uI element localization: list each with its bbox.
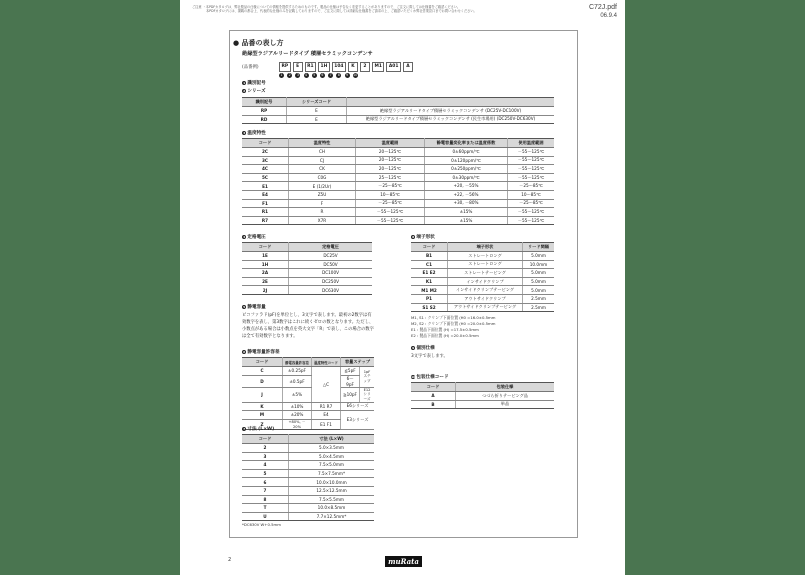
- cell: インサイドクリンプ: [448, 277, 523, 286]
- col-header: 静電容量変化率または温度係数: [425, 139, 508, 148]
- cell: 20～125℃: [356, 148, 425, 157]
- cell: ±10%: [283, 402, 312, 411]
- cell: 5C: [242, 173, 289, 182]
- cell: －25～85℃: [508, 182, 555, 191]
- cell: 5.0mm: [523, 286, 555, 295]
- cell: C: [242, 367, 283, 376]
- cell: －55～125℃: [508, 216, 555, 225]
- cell: +30, －80%: [425, 199, 508, 208]
- cell: ±0.25pF: [283, 367, 312, 376]
- table-row: [242, 452, 374, 461]
- cell: 10～85℃: [356, 190, 425, 199]
- cell: 2.5mm: [523, 294, 555, 303]
- cell: 1pFステップ: [360, 367, 374, 388]
- cell: 7.5×7.5mm*: [289, 469, 375, 478]
- table-row: [242, 165, 554, 174]
- cell: －55～125℃: [508, 173, 555, 182]
- cell: ストレートテーピング: [448, 269, 523, 278]
- cell: C1: [411, 260, 448, 269]
- cell: R: [289, 208, 356, 217]
- pdf-page: [180, 0, 625, 575]
- table-row: [411, 252, 554, 261]
- cell: P1: [411, 294, 448, 303]
- cell: 7.7×12.5mm*: [289, 512, 375, 521]
- table-row: [242, 402, 374, 411]
- table-row: [242, 277, 372, 286]
- section-title: シリーズ: [247, 89, 266, 94]
- table-row: [242, 199, 554, 208]
- cell: K: [242, 402, 283, 411]
- cell: D: [242, 375, 283, 387]
- table-row: [242, 286, 372, 295]
- cell: 絶縁型ラジアルリードタイプ積層セラミックコンデンサ (DC25V-DC100V): [347, 107, 555, 116]
- cell: E6シリーズ: [341, 402, 375, 411]
- cell: ±20%: [283, 411, 312, 420]
- cell: －25～85℃: [356, 182, 425, 191]
- cell: 3C: [242, 156, 289, 165]
- section-title: 寸法 (L×W): [247, 427, 275, 432]
- cell: －55～125℃: [508, 208, 555, 217]
- cell: －55～125℃: [356, 216, 425, 225]
- table-row: [242, 444, 374, 453]
- cell: 1H: [242, 260, 289, 269]
- table-row: [242, 190, 554, 199]
- rated-voltage-table: [242, 242, 372, 295]
- table-row: [411, 277, 554, 286]
- part-number-segments: [279, 62, 413, 72]
- note-line: E1 : 製品下面位置 (H) =17.5±0.5mm: [411, 327, 479, 332]
- table-row: [242, 115, 554, 124]
- col-header: 包装仕様: [456, 383, 555, 392]
- cell: 6: [242, 478, 289, 487]
- cell: 0±60ppm/℃: [425, 148, 508, 157]
- cell: E12シリーズ: [360, 387, 374, 402]
- section-3-heading: [242, 130, 266, 136]
- cell: 6～9pF: [341, 375, 360, 387]
- notice-line-2: 本PDFカタログには、掲載の都合上、代表的な仕様のみを記載しておりますので、ご注文に際しては詳細な仕様書をご請求の上、ご確認いただくか弊社営業窓口までお問い合わせください。: [206, 9, 477, 14]
- cell: 単品: [456, 400, 555, 409]
- cell: M: [242, 411, 283, 420]
- cell: B1: [411, 252, 448, 261]
- cell: 7.5×5.5mm: [289, 495, 375, 504]
- cell: J: [242, 387, 283, 402]
- table-row: [411, 286, 554, 295]
- cell: －25～85℃: [356, 199, 425, 208]
- number-marker-icon: 7: [329, 73, 332, 77]
- cell: DC100V: [289, 269, 373, 278]
- table-row: [242, 387, 374, 402]
- part-number-label: (品番例): [242, 65, 259, 70]
- cell: つづら折りテーピング品: [456, 392, 555, 401]
- cell: 5.0mm: [523, 252, 555, 261]
- table-row: [242, 269, 372, 278]
- number-marker-icon: 4: [305, 73, 308, 77]
- note-line: M2, S2 : クリンプ下面位置 (H0 =20.0±0.5mm: [411, 321, 496, 326]
- cell: CK: [289, 165, 356, 174]
- table-row: [242, 367, 374, 376]
- table-row: [242, 252, 372, 261]
- cell: 10～85℃: [508, 190, 555, 199]
- individual-spec-text: 3文字で表します。: [411, 354, 448, 359]
- cell: 1E: [242, 252, 289, 261]
- cell: +22, －56%: [425, 190, 508, 199]
- table-row: [411, 260, 554, 269]
- cell: 0±30ppm/℃: [425, 173, 508, 182]
- part-number-segment: 2: [360, 62, 370, 72]
- file-info: [589, 4, 617, 20]
- table-row: [411, 294, 554, 303]
- cell: 12.5×12.5mm: [289, 486, 375, 495]
- cell: E3シリーズ: [341, 411, 375, 430]
- number-marker-icon: 3: [243, 130, 246, 135]
- table-row: [411, 400, 554, 409]
- table-row: [242, 148, 554, 157]
- cell: 5.0mm: [523, 277, 555, 286]
- cell: X7R: [289, 216, 356, 225]
- col-header: 温度範囲: [356, 139, 425, 148]
- cell: ±15%: [425, 216, 508, 225]
- number-marker-icon: 9: [412, 345, 415, 350]
- cell: 0±250ppm/℃: [425, 165, 508, 174]
- number-marker-icon: 5: [313, 73, 316, 77]
- cell: ストレートロング: [448, 260, 523, 269]
- cell: －55～125℃: [508, 165, 555, 174]
- cell: アウトサイドクリンプテーピング: [448, 303, 523, 312]
- section-6-heading: [242, 349, 280, 355]
- col-header: コード: [242, 435, 289, 444]
- table-row: [242, 504, 374, 513]
- cell: F1: [242, 199, 289, 208]
- section-1-heading: [242, 80, 266, 86]
- col-header: [347, 98, 555, 107]
- table-row: [242, 260, 372, 269]
- temperature-characteristics-table: [242, 138, 554, 225]
- table-row: [411, 269, 554, 278]
- table-row: [411, 303, 554, 312]
- note-line: E2 : 製品下面位置 (H) =20.0±0.5mm: [411, 333, 479, 338]
- part-number-segment: E: [293, 62, 303, 72]
- file-name: C72J.pdf: [588, 4, 617, 11]
- section-title: 静電容量許容差: [247, 350, 280, 355]
- cell: 20～125℃: [356, 165, 425, 174]
- cell: Z: [242, 419, 283, 429]
- section-8-heading: [411, 234, 435, 240]
- section-title: 包装仕様コード: [416, 375, 449, 380]
- note-line: M1, S1 : クリンプ下面位置 (H0 =16.0±0.5mm: [411, 315, 496, 320]
- dimensions-table: [242, 434, 374, 521]
- cell: DC250V: [289, 277, 373, 286]
- table-row: [411, 392, 554, 401]
- cell: E1: [242, 182, 289, 191]
- section-title: 個別仕様: [416, 346, 435, 351]
- cell: E4: [312, 411, 341, 420]
- table-row: [242, 495, 374, 504]
- cell: 2C: [242, 148, 289, 157]
- number-marker-icon: 9: [345, 73, 349, 77]
- cell: A: [411, 392, 456, 401]
- table-row: [242, 375, 374, 387]
- section-5-heading: [242, 304, 266, 310]
- number-marker-icon: 2: [243, 88, 246, 93]
- part-number-segment: M1: [372, 62, 384, 72]
- product-subtitle: 絶縁型ラジアルリードタイプ 積層セラミックコンデンサ: [242, 51, 373, 57]
- part-number-segment: A: [403, 62, 413, 72]
- part-number-segment: 1H: [318, 62, 330, 72]
- cell: B: [411, 400, 456, 409]
- table-row: [242, 411, 374, 420]
- part-number-segment: A01: [386, 62, 401, 72]
- col-header: 温度特性: [289, 139, 356, 148]
- col-header: 使用温度範囲: [508, 139, 555, 148]
- col-header: 定格電圧: [289, 243, 373, 252]
- cell: R7: [242, 216, 289, 225]
- cell: 10.0×8.5mm: [289, 504, 375, 513]
- cell: C0G: [289, 173, 356, 182]
- number-marker-icon: 10: [353, 73, 358, 77]
- notice-label: ご注意 ・: [192, 5, 206, 9]
- cell: CH: [289, 148, 356, 157]
- number-marker-icon: 8: [337, 73, 340, 77]
- cell: －55～125℃: [508, 148, 555, 157]
- cell: DC630V: [289, 286, 373, 295]
- table-row: [242, 469, 374, 478]
- cell: F: [289, 199, 356, 208]
- cell: E: [287, 107, 347, 116]
- cell: ±15%: [425, 208, 508, 217]
- cell: △C: [312, 367, 341, 403]
- cell: T: [242, 504, 289, 513]
- cell: ±0.5pF: [283, 375, 312, 387]
- cell: 5.0mm: [523, 269, 555, 278]
- cell: 8: [242, 495, 289, 504]
- cell: R1 R7: [312, 402, 341, 411]
- part-number-segment: RP: [279, 62, 291, 72]
- cell: アウトサイドクリンプ: [448, 294, 523, 303]
- section-2-heading: [242, 88, 266, 94]
- cell: 2A: [242, 269, 289, 278]
- cell: ≧10pF: [341, 387, 360, 402]
- col-header: コード: [242, 358, 283, 367]
- col-header: コード: [242, 139, 289, 148]
- cell: M1 M2: [411, 286, 448, 295]
- series-table: [242, 97, 554, 124]
- section-10-heading: [411, 374, 449, 380]
- cell: E4: [242, 190, 289, 199]
- section-title: 識別記号: [247, 81, 266, 86]
- cell: 4C: [242, 165, 289, 174]
- section-title: 温度特性: [247, 131, 266, 136]
- cell: RD: [242, 115, 287, 124]
- cell: 4: [242, 461, 289, 470]
- cell: 10.0mm: [523, 260, 555, 269]
- notice-line-1: 本PDFカタログは、弊社製品の仕様についての情報を提供するためのものです。製品の仕様は予告なく変更することがありますので、ご注文に際しては仕様書をご確認ください。: [205, 5, 461, 9]
- cell: 絶縁型ラジアルリードタイプ積層セラミックコンデンサ (民生市場用) (DC250V-DC630V): [347, 115, 555, 124]
- dimensions-footnote: *DC630V W+0.5mm: [242, 522, 281, 527]
- cell: E: [287, 115, 347, 124]
- cell: +20, －55%: [425, 182, 508, 191]
- number-marker-icon: 1: [243, 80, 246, 85]
- cell: 7.5×5.0mm: [289, 461, 375, 470]
- col-header: 端子形状: [448, 243, 523, 252]
- cell: インサイドクリンプテーピング: [448, 286, 523, 295]
- col-header: 寸法 (L×W): [289, 435, 375, 444]
- cell: 0±120ppm/℃: [425, 156, 508, 165]
- part-number-segment: K: [348, 62, 358, 72]
- number-marker-icon: 6: [321, 73, 324, 77]
- cell: 5.0×4.5mm: [289, 452, 375, 461]
- number-marker-icon: 6: [243, 349, 246, 354]
- cell: －55～125℃: [356, 208, 425, 217]
- table-row: [242, 173, 554, 182]
- col-header: シリーズコード: [287, 98, 347, 107]
- cell: E1 F1: [312, 419, 341, 429]
- cell: DC50V: [289, 260, 373, 269]
- col-header: コード: [411, 243, 448, 252]
- notice-text: [192, 5, 537, 13]
- cell: CJ: [289, 156, 356, 165]
- section-9-heading: [411, 345, 435, 351]
- part-number-segment: R1: [305, 62, 316, 72]
- section-4-heading: [242, 234, 266, 240]
- table-row: [242, 156, 554, 165]
- terminal-shape-table: [411, 242, 554, 312]
- cell: S1 S2: [411, 303, 448, 312]
- cell: 7: [242, 486, 289, 495]
- table-row: [242, 478, 374, 487]
- col-header: リード間隔: [523, 243, 555, 252]
- cell: Z5U: [289, 190, 356, 199]
- number-marker-icon: 3: [296, 73, 299, 77]
- part-number-example: [242, 62, 413, 72]
- section-title: 静電容量: [247, 305, 266, 310]
- number-marker-icon: 7: [243, 426, 246, 431]
- number-marker-icon: 8: [412, 234, 415, 239]
- cell: 20～125℃: [356, 156, 425, 165]
- number-marker-icon: 5: [243, 304, 246, 309]
- cell: E1 E2: [411, 269, 448, 278]
- section-title: 定格電圧: [247, 235, 266, 240]
- cell: －55～125℃: [508, 156, 555, 165]
- cell: RP: [242, 107, 287, 116]
- table-row: [242, 216, 554, 225]
- packaging-code-table: [411, 382, 554, 409]
- cell: 2: [242, 444, 289, 453]
- cell: 25～125℃: [356, 173, 425, 182]
- cell: －25～85℃: [508, 199, 555, 208]
- table-row: [242, 182, 554, 191]
- cell: E (1/2Ur): [289, 182, 356, 191]
- cell: ±5%: [283, 387, 312, 402]
- cell: 2E: [242, 277, 289, 286]
- col-header: 識別記号: [242, 98, 287, 107]
- page-title: ● 品番の表し方: [233, 39, 284, 47]
- capacitance-tolerance-table: [242, 357, 374, 430]
- capacitance-description: ピコファラド(pF)を単位とし、3文字で表します。最初の2数字は有効数字を表し、第3数字はこれに続くゼロの数となります。ただし、小数点がある場合は小数点を英大文字「R」で表し、この場合の数字は全て有効数字となります。: [242, 313, 374, 339]
- section-7-heading: [242, 426, 274, 432]
- cell: R1: [242, 208, 289, 217]
- number-marker-icon: 1: [280, 73, 283, 77]
- cell: DC25V: [289, 252, 373, 261]
- page-number: 2: [228, 557, 232, 563]
- cell: 3: [242, 452, 289, 461]
- cell: ストレートロング: [448, 252, 523, 261]
- terminal-notes: [411, 315, 495, 339]
- table-row: [242, 486, 374, 495]
- cell: K1: [411, 277, 448, 286]
- section-title: 端子形状: [416, 235, 435, 240]
- part-number-markers: [279, 73, 358, 78]
- page-title-text: 品番の表し方: [241, 39, 284, 47]
- cell: 2J: [242, 286, 289, 295]
- table-row: [242, 107, 554, 116]
- cell: +80%, －20%: [283, 419, 312, 429]
- cell: 2.5mm: [523, 303, 555, 312]
- col-header: 容量ステップ: [341, 358, 375, 367]
- cell: 5.0×3.5mm: [289, 444, 375, 453]
- number-marker-icon: 2: [288, 73, 291, 77]
- cell: ≦5pF: [341, 367, 360, 376]
- table-row: [242, 512, 374, 521]
- cell: 10.0×10.0mm: [289, 478, 375, 487]
- table-row: [242, 461, 374, 470]
- table-row: [242, 208, 554, 217]
- number-marker-icon: 10: [411, 374, 416, 379]
- cell: U: [242, 512, 289, 521]
- col-header: 温度特性コード: [312, 358, 341, 367]
- part-number-segment: 104: [332, 62, 346, 72]
- col-header: コード: [411, 383, 456, 392]
- murata-logo: muRata: [385, 556, 422, 567]
- col-header: 静電容量許容差: [283, 358, 312, 367]
- cell: 5: [242, 469, 289, 478]
- file-date: 06.9.4: [600, 13, 617, 19]
- col-header: コード: [242, 243, 289, 252]
- number-marker-icon: 4: [243, 234, 246, 239]
